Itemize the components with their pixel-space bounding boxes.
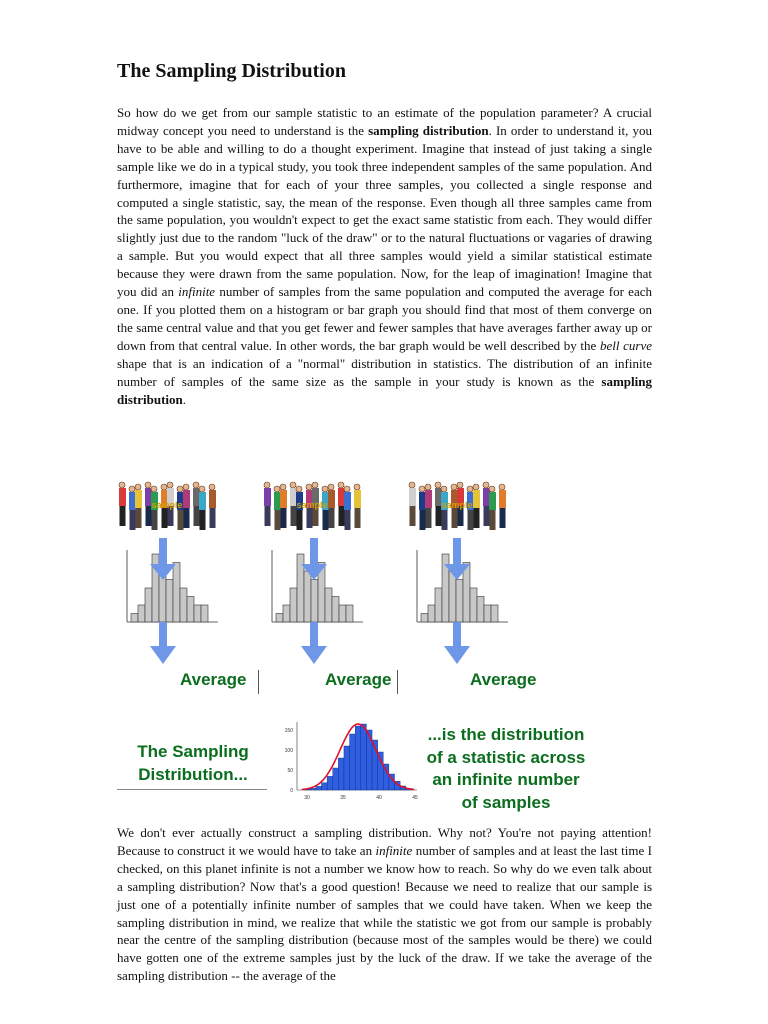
person-body xyxy=(274,492,281,510)
person-head xyxy=(467,486,473,492)
person-head xyxy=(489,486,495,492)
person-legs xyxy=(152,510,158,530)
histogram-bar xyxy=(463,563,470,623)
person-legs xyxy=(474,508,480,528)
sample-column xyxy=(409,482,508,664)
y-tick-label: 100 xyxy=(284,748,293,754)
person-head xyxy=(419,486,425,492)
closing-paragraph xyxy=(117,824,652,985)
histogram-bar xyxy=(456,580,463,623)
person-legs xyxy=(136,508,142,528)
histogram-bar xyxy=(194,605,201,622)
person-body xyxy=(344,492,351,510)
italic-term: infinite xyxy=(178,284,216,300)
person-legs xyxy=(307,508,313,528)
person-legs xyxy=(484,506,490,526)
histogram-bar xyxy=(428,605,435,622)
average-label: Average xyxy=(325,670,392,689)
intro-paragraph xyxy=(117,104,652,408)
person-head xyxy=(499,484,505,490)
bold-term: sampling distribution xyxy=(368,122,489,138)
person-legs xyxy=(355,508,361,528)
sampling-distribution-label xyxy=(117,740,269,786)
histogram-bar xyxy=(339,605,346,622)
person-legs xyxy=(329,508,335,528)
histogram-bar xyxy=(187,597,194,623)
histogram-bar xyxy=(470,588,477,622)
histogram-bar xyxy=(180,588,187,622)
person-legs xyxy=(410,506,416,526)
label-rule xyxy=(117,789,267,790)
average-label: Average xyxy=(470,670,537,689)
italic-term: bell curve xyxy=(599,337,652,353)
person-head xyxy=(177,486,183,492)
person-body xyxy=(280,490,287,508)
person-legs xyxy=(339,506,345,526)
person-head xyxy=(338,482,344,488)
distribution-bar xyxy=(316,786,322,790)
histogram-bar xyxy=(332,597,339,623)
distribution-bar xyxy=(361,724,367,790)
person-body xyxy=(183,490,190,508)
sample-tag: sample xyxy=(296,500,328,510)
distribution-bar xyxy=(333,768,339,790)
person-legs xyxy=(120,506,126,526)
sample-column xyxy=(264,482,363,664)
person-head xyxy=(296,486,302,492)
desc-line: an infinite number xyxy=(432,770,580,789)
text-run: . xyxy=(182,391,186,407)
person-head xyxy=(135,484,141,490)
person-head xyxy=(306,484,312,490)
y-tick-label: 50 xyxy=(287,768,293,774)
sample-histogram xyxy=(417,550,508,622)
text-run: shape that is an indication of a "normal" distribution in statistics. The distribution of an infinite number of samples of the same size as the sample in your study is known as the xyxy=(117,355,652,389)
text-run: number of samples from the same population and computed the average for each one. If you plotted them on a histogram or bar graph you should find that most of them converge on the same central value and that you get fewer and fewer samples that have averages farther away up or down from that central value. In other words, the bar graph would be well described by the xyxy=(117,284,652,353)
person-head xyxy=(435,482,441,488)
histogram-bar xyxy=(166,580,173,623)
person-legs xyxy=(194,506,200,526)
person-body xyxy=(264,488,271,506)
down-arrow-icon xyxy=(301,622,327,664)
person-head xyxy=(354,484,360,490)
person-head xyxy=(473,484,479,490)
person-head xyxy=(209,484,215,490)
page-title: The Sampling Distribution xyxy=(117,60,346,82)
desc-line: ...is the distribution xyxy=(427,725,585,744)
distribution-bar xyxy=(338,758,344,790)
person-legs xyxy=(130,510,136,530)
histogram-bar xyxy=(346,605,353,622)
person-legs xyxy=(500,508,506,528)
sampling-distribution-figure xyxy=(117,472,652,822)
person-body xyxy=(419,492,426,510)
sample-tag: sample xyxy=(151,500,183,510)
histogram-bar xyxy=(138,605,145,622)
text-run: number of samples and at least the last time I checked, on this planet infinite is not a number we know how to reach. So why do we even talk about a sampling distribution? Now that's a good question! Because we need to realize that our sample is just one of a potentially infinite number of samples that we could have taken. When we keep the sampling distribution in mind, we realize that while the statistic we got from our sample is probably near the centre of the sampling distribution (because most of the samples would be there) we could have gotten one of the extreme samples just by the luck of the draw. If we take the average of the sampling distribution -- the average of the xyxy=(117,842,653,984)
person-body xyxy=(199,492,206,510)
person-head xyxy=(344,486,350,492)
person-body xyxy=(409,488,416,506)
person-legs xyxy=(265,506,271,526)
person-head xyxy=(264,482,270,488)
person-body xyxy=(135,490,142,508)
person-head xyxy=(151,486,157,492)
person-body xyxy=(425,490,432,508)
person-legs xyxy=(452,508,458,528)
person-head xyxy=(183,484,189,490)
sample-column xyxy=(119,482,218,664)
x-tick-label: 40 xyxy=(376,795,382,801)
person-body xyxy=(328,490,335,508)
person-head xyxy=(425,484,431,490)
person-body xyxy=(209,490,216,508)
person-body xyxy=(338,488,345,506)
person-head xyxy=(145,482,151,488)
person-legs xyxy=(200,510,206,530)
label-line: The Sampling xyxy=(137,742,249,761)
histogram-bar xyxy=(290,588,297,622)
histogram-bar xyxy=(276,614,283,623)
person-legs xyxy=(426,508,432,528)
histogram-bar xyxy=(145,588,152,622)
person-head xyxy=(280,484,286,490)
samples-illustration xyxy=(117,472,652,672)
person-legs xyxy=(323,510,329,530)
distribution-bar xyxy=(344,746,350,790)
person-head xyxy=(483,482,489,488)
histogram-bar xyxy=(421,614,428,623)
sampling-distribution-chart xyxy=(277,720,427,800)
person-body xyxy=(129,492,136,510)
person-legs xyxy=(210,508,216,528)
label-line: Distribution... xyxy=(138,765,248,784)
histogram-bar xyxy=(491,605,498,622)
histogram-bar xyxy=(131,614,138,623)
person-head xyxy=(129,486,135,492)
person-legs xyxy=(420,510,426,530)
text-run: So how do we get from our sample statistic to an estimate of the population parameter? A crucial midway concept you need to understand is the xyxy=(117,105,652,138)
distribution-bar xyxy=(355,726,361,790)
person-body xyxy=(193,488,200,506)
person-head xyxy=(167,482,173,488)
histogram-bar xyxy=(311,580,318,623)
histogram-bar xyxy=(304,571,311,622)
person-legs xyxy=(162,508,168,528)
person-legs xyxy=(442,510,448,530)
histogram-bar xyxy=(201,605,208,622)
person-head xyxy=(312,482,318,488)
histogram-bar xyxy=(435,588,442,622)
person-head xyxy=(328,484,334,490)
down-arrow-icon xyxy=(150,622,176,664)
person-legs xyxy=(490,510,496,530)
histogram-bar xyxy=(283,605,290,622)
person-head xyxy=(457,482,463,488)
person-legs xyxy=(178,510,184,530)
person-legs xyxy=(468,510,474,530)
person-legs xyxy=(281,508,287,528)
distribution-bar xyxy=(378,752,384,790)
distribution-description xyxy=(417,724,595,814)
person-head xyxy=(193,482,199,488)
person-head xyxy=(409,482,415,488)
person-body xyxy=(489,492,496,510)
person-body xyxy=(473,490,480,508)
italic-term: infinite xyxy=(375,842,413,858)
histogram-bar xyxy=(477,597,484,623)
text-run: We don't ever actually construct a sampling distribution. Why not? You're not paying attention! Because to construct it we would have to take an xyxy=(117,825,652,858)
x-tick-label: 45 xyxy=(412,795,418,801)
person-legs xyxy=(184,508,190,528)
histogram-bar xyxy=(449,571,456,622)
person-head xyxy=(274,486,280,492)
person-legs xyxy=(275,510,281,530)
divider xyxy=(397,670,398,694)
y-tick-label: 0 xyxy=(290,788,293,794)
distribution-bar xyxy=(321,783,327,790)
person-body xyxy=(499,490,506,508)
person-head xyxy=(199,486,205,492)
histogram-bar xyxy=(173,563,180,623)
desc-line: of a statistic across xyxy=(426,747,586,767)
distribution-bar xyxy=(350,734,356,790)
person-body xyxy=(483,488,490,506)
sample-histogram xyxy=(127,550,218,622)
person-legs xyxy=(297,510,303,530)
distribution-bar xyxy=(327,776,333,790)
divider xyxy=(258,670,259,694)
average-label: Average xyxy=(180,670,247,689)
person-head xyxy=(161,484,167,490)
person-head xyxy=(119,482,125,488)
text-run: . In order to understand it, you have to be able and willing to do a thought experiment. Imagine that instead of just taking a single sample like we do in a typical study, you took three independent samples of the same population. And furthermore, imagine that for each of your three samples, you collected a single response and computed a single statistic, say, the mean of the response. Even though all three samples came from the same population, you wouldn't expect to get the exact same statistic from each. They would differ slightly just due to the random "luck of the draw" or to the natural fluctuations or vagaries of drawing a sample. But you would expect that all three samples would yield a similar statistical estimate because they were drawn from the same population. Now, for the leap of imagination! Imagine that you did an xyxy=(117,122,652,300)
person-body xyxy=(119,488,126,506)
person-head xyxy=(322,486,328,492)
down-arrow-icon xyxy=(444,622,470,664)
person-legs xyxy=(345,510,351,530)
person-head xyxy=(290,482,296,488)
person-head xyxy=(451,484,457,490)
person-body xyxy=(354,490,361,508)
sample-tag: sample xyxy=(441,500,473,510)
histogram-bar xyxy=(484,605,491,622)
desc-line: of samples xyxy=(461,792,551,812)
y-tick-label: 150 xyxy=(284,728,293,734)
x-tick-label: 30 xyxy=(304,795,310,801)
bold-term: sampling distribution xyxy=(117,373,652,407)
person-head xyxy=(441,486,447,492)
histogram-bar xyxy=(325,588,332,622)
x-tick-label: 35 xyxy=(340,795,346,801)
